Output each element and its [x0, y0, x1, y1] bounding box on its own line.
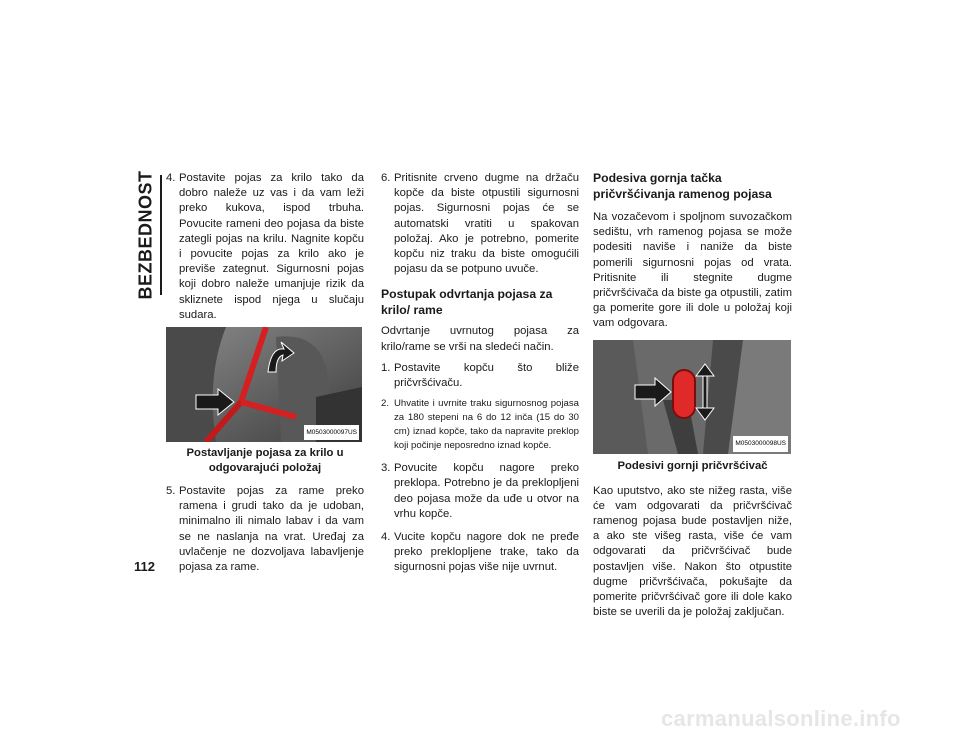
page-number: 112 — [134, 559, 155, 574]
item-number: 4. — [381, 531, 391, 544]
watermark: carmanualsonline.info — [661, 706, 901, 731]
item-text: Postavite pojas za krilo tako da dobro naleže uz vas i da vam leži preko kukova, ispod trbuha. Povucite rameni deo pojasa da biste zategli pojas na krilu. Nagnite kopču i povucite pojas za krilo ako je previše zategnut. Sigurnosni pojas koji dobro naleže umanjuje rizik da skliznete ispod njega u slučaju sudara. — [179, 172, 364, 321]
item-number: 5. — [166, 485, 176, 498]
column-2 — [381, 171, 579, 576]
paragraph: Odvrtanje uvrnutog pojasa za krilo/rame se vrši na sledeći način. — [381, 325, 579, 353]
figure-lap-belt — [166, 327, 362, 442]
list-item — [166, 484, 364, 575]
figure-code: M0503000098US — [733, 436, 788, 451]
paragraph: Kao uputstvo, ako ste nižeg rasta, više će vam odgovarati da pričvršćivač ramenog pojasa bude postavljen niže, a ako ste višeg rasta, više će vam odgovarati da pričvršćivač bude postavljen više. Nakon što otpustite dugme pričvršćivača, pokušajte da pomerite pričvršćivač gore ili dole kako biste se uverili da je položaj zaključan. — [593, 484, 792, 619]
section-heading: Postupak odvrtanja pojasa za krilo/ rame — [381, 287, 553, 317]
section-tab — [132, 170, 160, 300]
item-text: Uhvatite i uvrnite traku sigurnosnog pojasa za 180 stepeni na 6 do 12 inča (15 do 30 cm) iznad kopče, tako da napravite preklop koji počinje neposredno iznad kopče. — [394, 398, 579, 452]
column-1 — [166, 171, 364, 575]
item-number: 6. — [381, 172, 391, 184]
section-heading: Podesiva gornja tačka pričvršćivanja ramenog pojasa — [593, 171, 772, 201]
caption-line: Postavljanje pojasa za krilo u — [186, 447, 344, 460]
section-tab-label: BEZBEDNOST — [135, 170, 156, 300]
list-item — [381, 361, 579, 391]
item-text: Vucite kopču nagore dok ne pređe preko preklopljene trake, tako da sigurnosni pojas više nije uvrnut. — [394, 531, 579, 574]
item-number: 3. — [381, 462, 391, 475]
figure-caption — [166, 446, 364, 476]
item-text: Postavite pojas za rame preko ramena i grudi tako da je udoban, minimalno ili nimalo labav i da vam se ne naslanja na vrat. Uređaj za uvlačenje ne dozvoljava labavljenje pojasa za rame. — [179, 485, 364, 574]
item-number: 2. — [381, 398, 390, 410]
figure-code: M0503000097US — [304, 425, 359, 440]
caption-line: odgovarajući položaj — [208, 462, 322, 475]
item-text: Povucite kopču nagore preko preklopa. Potrebno je da preklopljeni deo pojasa može da uđe u otvor na vrhu kopče. — [394, 462, 579, 520]
item-number: 4. — [166, 172, 176, 184]
figure-upper-anchorage — [593, 340, 791, 454]
item-text: Pritisnite crveno dugme na držaču kopče da biste otpustili sigurnosni pojas. Sigurnosni pojas će se automatski vratiti u spakovan položaj. Ako je potrebno, pomerite kopču niz traku da biste omogućili pojasu da se potpuno uvuče. — [394, 172, 579, 276]
list-item — [381, 530, 579, 576]
list-item — [381, 397, 579, 453]
item-text: Postavite kopču što bliže pričvršćivaču. — [394, 361, 579, 390]
paragraph: Na vozačevom i spoljnom suvozačkom sedištu, vrh ramenog pojasa se može podesiti naviše i naniže da biste pomerili sigurnosni pojas od vrata. Pritisnite ili stegnite dugme pričvršćivača da biste ga otpustili, zatim ga pomerite gore ili dole u položaj koji vam odgovara. — [593, 211, 792, 330]
figure-caption: Podesivi gornji pričvršćivač — [617, 459, 768, 472]
item-number: 1. — [381, 361, 391, 374]
section-divider — [160, 175, 162, 295]
list-item — [381, 461, 579, 522]
list-item — [166, 171, 364, 323]
list-item — [381, 171, 579, 277]
column-3 — [593, 171, 792, 620]
